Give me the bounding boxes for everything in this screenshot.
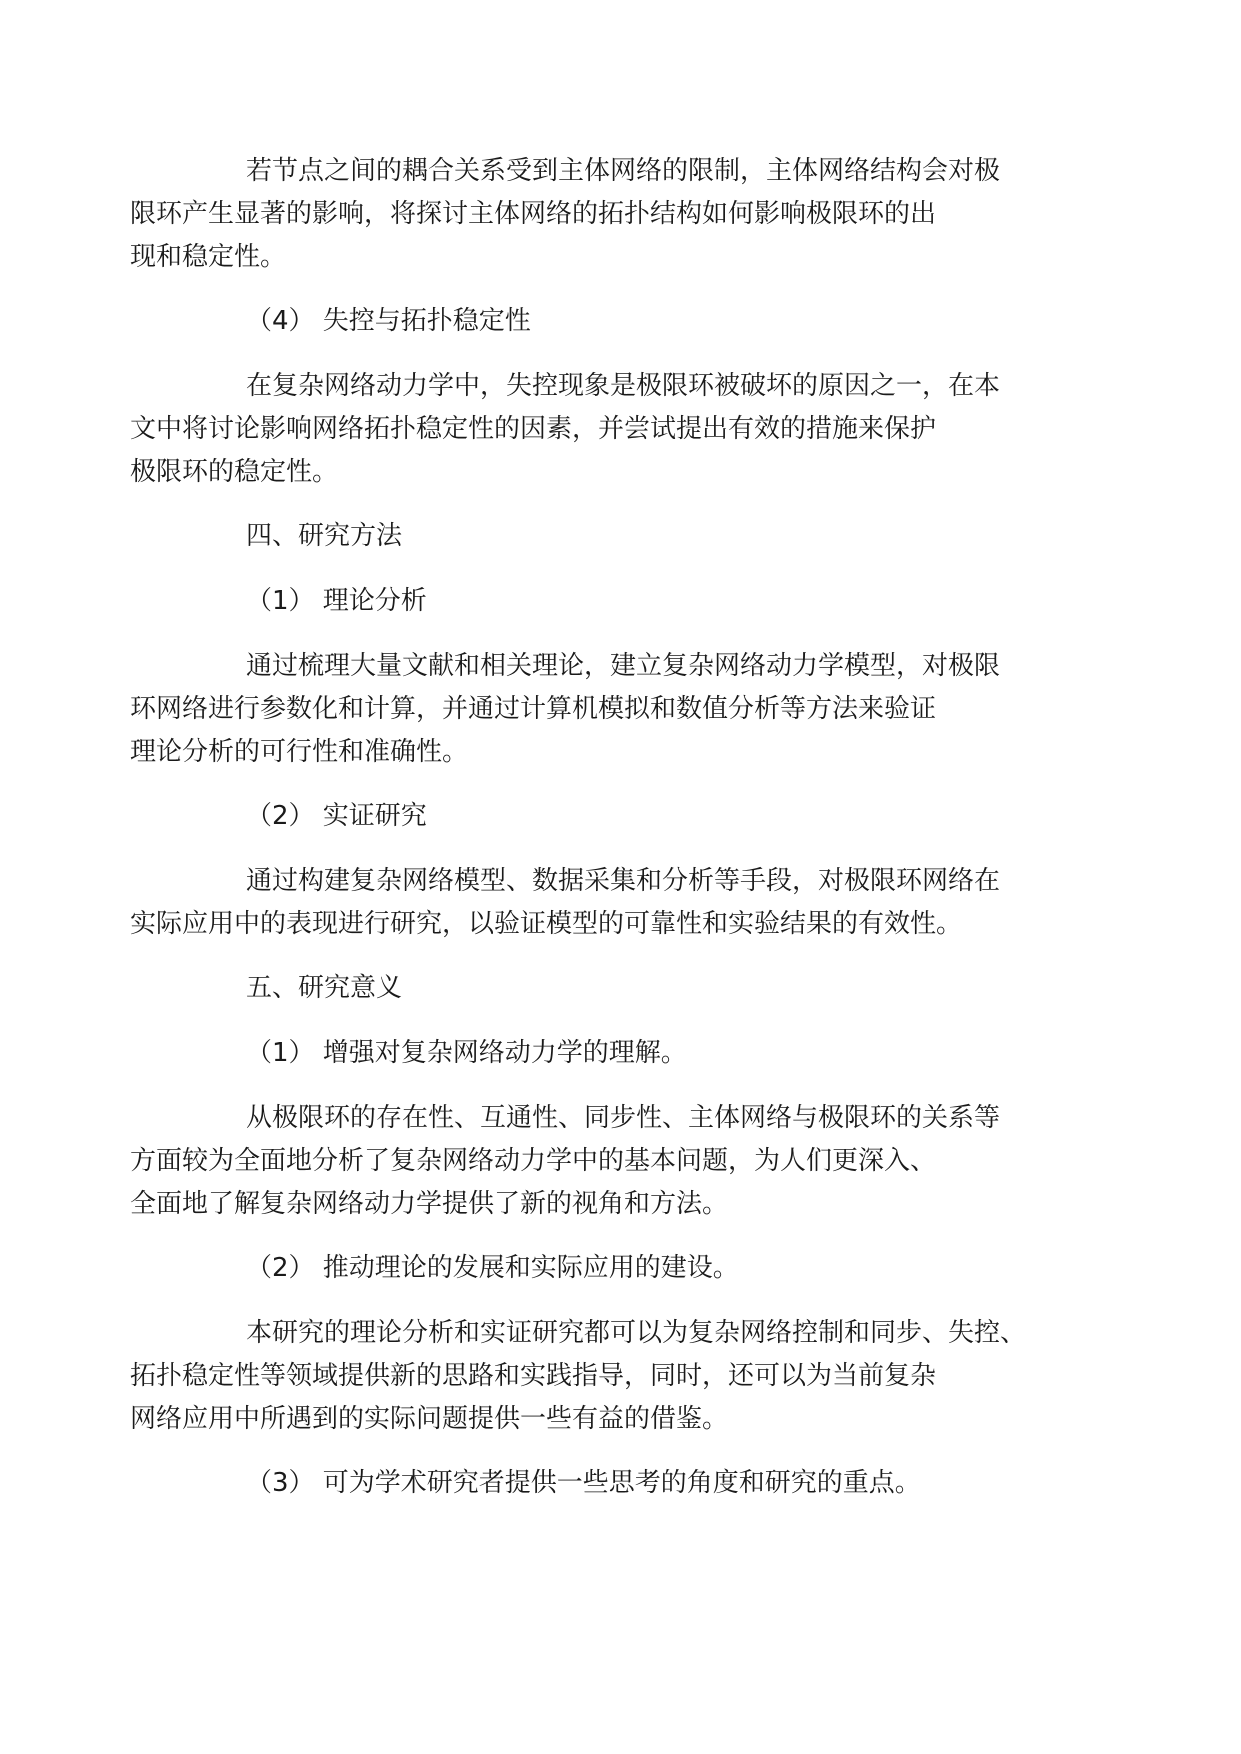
subsection-heading: （2） 实证研究 <box>246 801 427 831</box>
paragraph <box>130 645 1088 774</box>
paragraph <box>130 150 1088 279</box>
text-line: 现和稳定性。 <box>130 242 287 272</box>
section-heading: 五、研究意义 <box>246 973 403 1003</box>
paragraph <box>130 365 1088 494</box>
paragraph <box>130 1097 1088 1226</box>
subsection-heading: （1） 增强对复杂网络动力学的理解。 <box>246 1038 687 1068</box>
text-line: 通过构建复杂网络模型、数据采集和分析等手段，对极限环网络在 <box>246 866 1001 896</box>
subsection-heading: （1） 理论分析 <box>246 586 427 616</box>
text-line: 在复杂网络动力学中，失控现象是极限环被破坏的原因之一，在本 <box>246 371 1001 401</box>
section-heading: （4） 失控与拓扑稳定性 <box>246 306 531 336</box>
section-heading: 四、研究方法 <box>246 521 403 551</box>
text-line: 方面较为全面地分析了复杂网络动力学中的基本问题，为人们更深入、 <box>130 1146 937 1176</box>
paragraph <box>130 860 1088 946</box>
subsection-heading: （2） 推动理论的发展和实际应用的建设。 <box>246 1253 739 1283</box>
document-page <box>130 150 1088 1527</box>
text-line: 限环产生显著的影响，将探讨主体网络的拓扑结构如何影响极限环的出 <box>130 199 937 229</box>
text-line: 从极限环的存在性、互通性、同步性、主体网络与极限环的关系等 <box>246 1103 1001 1133</box>
text-line: 环网络进行参数化和计算，并通过计算机模拟和数值分析等方法来验证 <box>130 694 937 724</box>
subsection-heading: （3） 可为学术研究者提供一些思考的角度和研究的重点。 <box>246 1468 921 1498</box>
text-line: 本研究的理论分析和实证研究都可以为复杂网络控制和同步、失控、 <box>246 1318 1027 1348</box>
text-line: 实际应用中的表现进行研究，以验证模型的可靠性和实验结果的有效性。 <box>130 909 963 939</box>
text-line: 拓扑稳定性等领域提供新的思路和实践指导，同时，还可以为当前复杂 <box>130 1361 937 1391</box>
text-line: 理论分析的可行性和准确性。 <box>130 737 469 767</box>
text-line: 全面地了解复杂网络动力学提供了新的视角和方法。 <box>130 1189 729 1219</box>
text-line: 网络应用中所遇到的实际问题提供一些有益的借鉴。 <box>130 1404 729 1434</box>
text-line: 极限环的稳定性。 <box>130 457 339 487</box>
text-line: 通过梳理大量文献和相关理论，建立复杂网络动力学模型，对极限 <box>246 651 1001 681</box>
paragraph <box>130 1312 1088 1441</box>
text-line: 文中将讨论影响网络拓扑稳定性的因素，并尝试提出有效的措施来保护 <box>130 414 937 444</box>
text-line: 若节点之间的耦合关系受到主体网络的限制，主体网络结构会对极 <box>246 156 1001 186</box>
